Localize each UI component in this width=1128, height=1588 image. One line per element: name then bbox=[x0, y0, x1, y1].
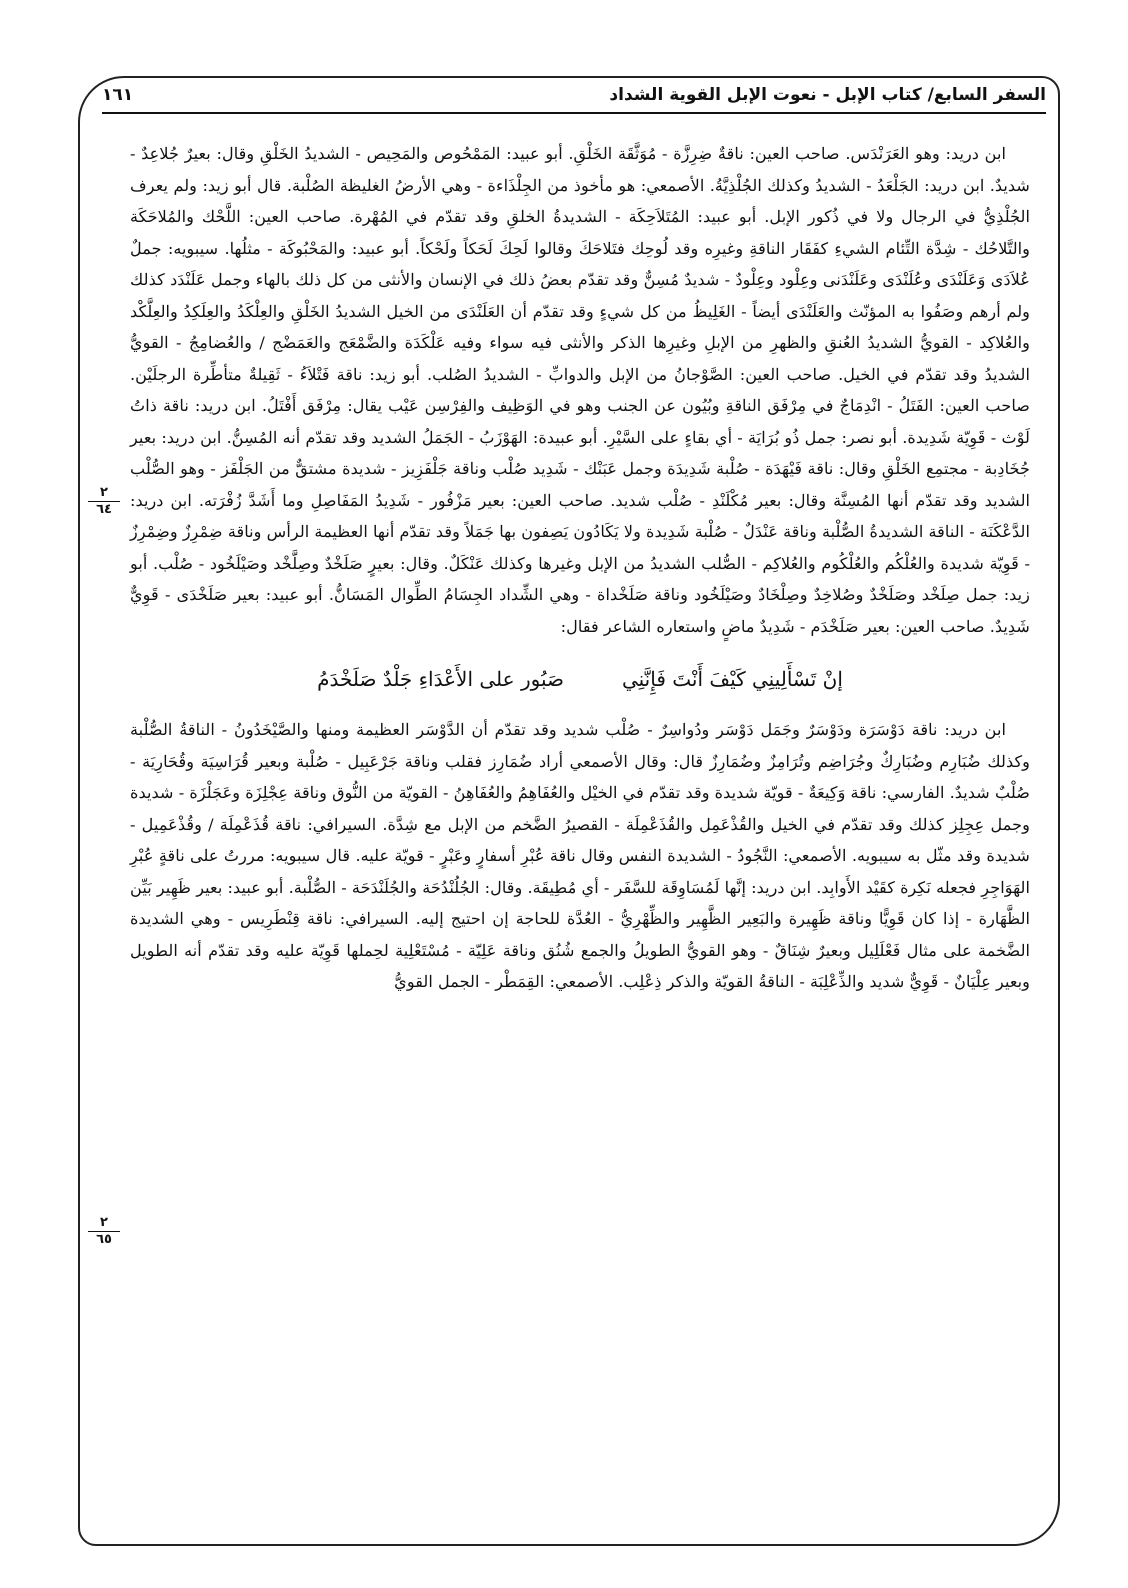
verse-hemistich-2: صَبُور على الأَعْدَاءِ جَلْدٌ صَلَخْدَمُ bbox=[317, 667, 564, 691]
running-header bbox=[102, 80, 1046, 110]
header-rule bbox=[102, 112, 1046, 114]
paragraph-1: ابن دريد: وهو العَرَنْدَس. صاحب العين: ناقةٌ ضِرِزَّة - مُوَثَّقَة الخَلْقِ. أبو عبيد: المَمْحُوص والمَحِيص - الشديدُ الخَلْقِ وقال: بعيرٌ جُلاعِدٌ - شديدٌ. ابن دريد: الجَلْعَدُ - الشديدُ وكذلك الجُلْذِيَّةُ. الأصمعي: هو مأخوذ من الجِلْذَاءة - وهي الأرضُ الغليظة الصُلْبة. قال أبو زيد: ولم يعرف الجُلْذِيُّ في الرجال ولا في ذُكور الإبل. أبو عبيد: المُتَلاَحِكَة - الشديدةُ الخلقِ وقد تقدّم في المُهْرة. صاحب العين: اللَّحْك والمُلاحَكَة والتَّلاحُك - شِدَّة التِّئام الشيءِ كفَقَار الناقةِ وغيرِه وقد لُوحِك فتَلاحَكَ وقالوا لَحِكَ لَحَكاً ولَحْكاً. أبو عبيد: والمَحْبُوكَة - مثلُها. سيبويه: جملٌ عُلاَدَى وَعَلَنْدَى وعُلَنْدَى وعَلَنْدَنى وعِلْود وعِلْودٌ - شديدٌ مُسِنٌّ وقد تقدّم بعضُ ذلك في الإنسان والأنثى من كل ذلك بالهاء وجمل عَلَنْدَد كذلك ولم أرهم وصَفُوا به المؤنّث والعَلَنْدَى أيضاً - الغَلِيظُ من كل شيءٍ وقد تقدّم أن العَلَنْدَى من الخيل الشديدُ الخَلْقِ والعِلْكَدُ والعِلَكِدُ والعِلَّكْد والعُلاكِد - القويُّ الشديدُ العُنقِ والظهرِ من الإبلِ وغيرِها الذكر والأنثى فيه سواء وفيه عَلْكَدَة والضَّمْعَج والعَمَضْج / والعُضامِجُ - القويُّ الشديدُ وقد تقدّم في الخيل. صاحب العين: الصَّوْجانُ من الإبل والدوابِّ - الشديدُ الصُلب. أبو زيد: ناقة فَتْلاَءُ - ثَقِيلةٌ متأطِّرة الرجلَيْن. صاحب العين: الفَتَلُ - انْدِمَاجٌ في مِرْفَق الناقةِ وبُيُون عن الجنب وهو في الوَظِيف والفِرْسِن عَيْب يقال: مِرْفَق أَفْتَلُ. ابن دريد: ناقة ذاتُ لَوْث - قَوِيّة شَدِيدة. أبو نصر: جمل ذُو بُرَايَة - أي بقاءٍ على السَّيْرِ. أبو عبيدة: الهَوْزَبُ - الجَمَلُ الشديد وقد تقدّم أنه المُسِنُّ. ابن دريد: بعير جُخَادِبة - مجتمِع الخَلْقِ وقال: ناقة فَيْهَدَة - صُلْبة شَدِيدَة وجمل عَبَنْك - شَدِيد صُلْب وناقة جَلْفَزِيز - شديدة مشتقٌّ من الجَلْفَز - وهو الصُّلْب الشديد وقد تقدّم أنها المُسِنَّة وقال: بعير مُكْلَنْدِ - صُلْب شديد. صاحب العين: بعير مَزْفُور - شَدِيدُ المَفَاصِلِ وما أَشَدَّ زُفْرَته. ابن دريد: الدَّعْكَنَة - الناقة الشديدةُ الصُّلْبة وناقة عَنْدَلٌ - صُلْبة شَدِيدة ولا يَكَادُون يَصِفون بها جَمَلاً وقد تقدّم أنها العظيمة الرأس وناقة ضِمْرِزٌ وضِمْرِزٌ - قَوِيّة شديدة والعُلْكُم والعُلْكُوم والعُلاكِم - الصُّلب الشديدُ من الإبل وغيرها وكذلك عَنْكَلٌ. وقال: بعيرٍ صَلَخْدٌ وصِلَّخْد وصَيْلَخُود - صُلْب. أبو زيد: جمل صِلَخْد وصَلَخْدٌ وصُلاخِدٌ وصِلْخَادٌ وصَيْلَخُود وناقة صَلَخْداة - وهي الشِّداد الجِسَامُ الطِّوال المَسَانُّ. أبو عبيد: بعير صَلَخْدَى - قَوِيٌّ شَدِيدٌ. صاحب العين: بعير صَلَخْدَم - شَدِيدٌ ماضٍ واستعاره الشاعر فقال: bbox=[130, 144, 1030, 636]
header-title: السفر السابع/ كتاب الإبل - نعوت الإبل القوية الشداد bbox=[609, 85, 1046, 105]
marker-volume: ٢ bbox=[100, 485, 108, 500]
marker-page: ٦٥ bbox=[96, 1232, 112, 1247]
paragraph-2: ابن دريد: ناقة دَوْسَرَة ودَوْسَرٌ وجَمَل دَوْسَر ودُواسِرٌ - صُلْب شديد وقد تقدّم أن الدَّوْسَر العظيمة ومنها والصَّيْخَدُونُ - الناقةُ الصُّلْبة وكذلك ضُبَارِم وضُبَارِكٌ وجُرَاضِم وتُرَامِزٌ وضُمَارِزٌ قال: وقال الأصمعي أراد ضُمَارِز فقلب وناقة جَرْعَبِيل - صُلْبة وبعير قُرَاسِيَة وقُحَارِيَة - صُلْبٌ شديدٌ. الفارسي: ناقة وَكِيعَةٌ - قويّة شديدة وقد تقدّم في الخيْل والعُفَاهِمُ والعُفَاهِنُ - القويّة من النُّوق وناقة عِجْلِزَة وعَجَلْزَة - شديدة وجمل عِجِلِز كذلك وقد تقدّم في الخيل والقُذْعَمِل والقُذَعْمِلَة - القصيرُ الضَّخم من الإبل مع شِدَّة. السيرافي: ناقة قُذَعْمِلَة / وقُذْعَمِيل - شديدة وقد مثّل به سيبويه. الأصمعي: النَّجُودُ - الشديدة النفس وقال ناقة عُبْرِ أسفارٍ وعَبْرٍ - قويّة عليه. قال سيبويه: مررتُ على ناقةٍ عُبْرِ الهَوَاجِرِ فجعله نَكِرة كقَيْد الأَوابِد. ابن دريد: إنَّها لَمُسَاوِقَة للسَّفَر - أي مُطِيقَة. وقال: الجُلُنْدُحَة والجُلَنْدَحَة - الصُّلْبة. أبو عبيد: بعير ظَهِير بَيِّن الظَّهَارة - إذا كان قَوِيًّا وناقة ظَهِيرة والبَعِير الظَّهِير والظِّهْرِيُّ - العُدَّة للحاجة إن احتيج إليه. السيرافي: ناقة قِنْطَرِيس - وهي الشديدة الضَّخمة على مثال فَعْلَلِيل وبعيرٌ شِنَاقٌ - وهو القويُّ الطويلُ والجمع شُنُق وناقة عَلِيّة - مُسْتَعْلِية لحِملها قَوِيّة عليه وقد تقدّم أنه الطويل وبعير عِلْيَانٌ - قَوِيٌّ شديد والذِّعْلِبَة - الناقةُ القويّة والذكر ذِعْلِب. الأصمعي: القِمَطْر - الجمل القويُّ bbox=[130, 720, 1030, 991]
page-number: ١٦١ bbox=[102, 85, 134, 105]
marker-volume: ٢ bbox=[100, 1215, 108, 1230]
verse-hemistich-1: إنْ تَسْأَلِينِي كَيْفَ أَنْتَ فَإِنَّنِي bbox=[621, 667, 843, 691]
margin-marker-65 bbox=[82, 1216, 126, 1247]
margin-marker-64 bbox=[82, 486, 126, 517]
marker-page: ٦٤ bbox=[96, 502, 112, 517]
main-text bbox=[130, 138, 1030, 998]
poetry-verse bbox=[130, 662, 1030, 696]
